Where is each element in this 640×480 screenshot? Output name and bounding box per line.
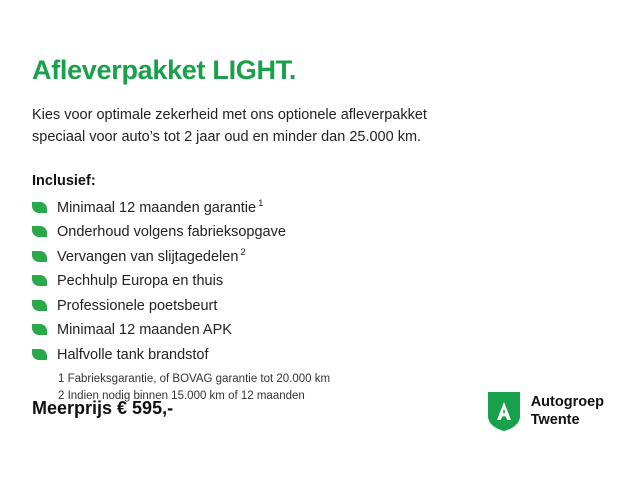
autogroep-shield-icon [486, 390, 522, 432]
price-label: Meerprijs € 595,- [32, 398, 174, 418]
list-item [32, 346, 608, 364]
page-title: Afleverpakket LIGHT. [32, 55, 297, 85]
intro-line-2: speciaal voor auto’s tot 2 jaar oud en minder dan 25.000 km. [32, 129, 422, 146]
list-item [32, 223, 608, 241]
leaf-bullet-icon [32, 324, 47, 335]
leaf-bullet-icon [32, 251, 47, 262]
leaf-bullet-icon [32, 226, 47, 237]
list-item [32, 199, 608, 217]
feature-footnote-marker: 1 [258, 197, 264, 209]
list-item [32, 321, 608, 339]
inclusief-heading: Inclusief: [32, 172, 96, 189]
intro-line-1: Kies voor optimale zekerheid met ons optionele afleverpakket [32, 106, 427, 123]
feature-label: Pechhulp Europa en thuis [57, 272, 224, 289]
brand-line-2: Twente [530, 412, 580, 428]
feature-footnote-marker: 2 [240, 246, 246, 258]
leaf-bullet-icon [32, 300, 47, 311]
leaf-bullet-icon [32, 202, 47, 213]
footnote-1: 1 Fabrieksgarantie, of BOVAG garantie tot 20.000 km [58, 373, 331, 386]
feature-label: Minimaal 12 maanden APK [57, 321, 232, 338]
leaf-bullet-icon [32, 275, 47, 286]
feature-label: Onderhoud volgens fabrieksopgave [57, 223, 286, 240]
feature-label: Halfvolle tank brandstof [57, 346, 209, 363]
footnote-2: 2 Indien nodig binnen 15.000 km of 12 maanden [58, 390, 305, 403]
feature-label: Vervangen van slijtagedelen $^2$ [57, 246, 246, 265]
brand-logo [486, 390, 604, 432]
intro-paragraph [32, 104, 532, 149]
list-item [32, 272, 608, 290]
leaf-bullet-icon [32, 349, 47, 360]
list-item [32, 297, 608, 315]
features-list [32, 199, 608, 364]
brand-logo-text [531, 393, 604, 429]
feature-label: Professionele poetsbeurt [57, 297, 218, 314]
list-item [32, 248, 608, 266]
feature-label: Minimaal 12 maanden garantie $^1$ [57, 197, 264, 216]
brand-line-1: Autogroep [530, 393, 604, 410]
